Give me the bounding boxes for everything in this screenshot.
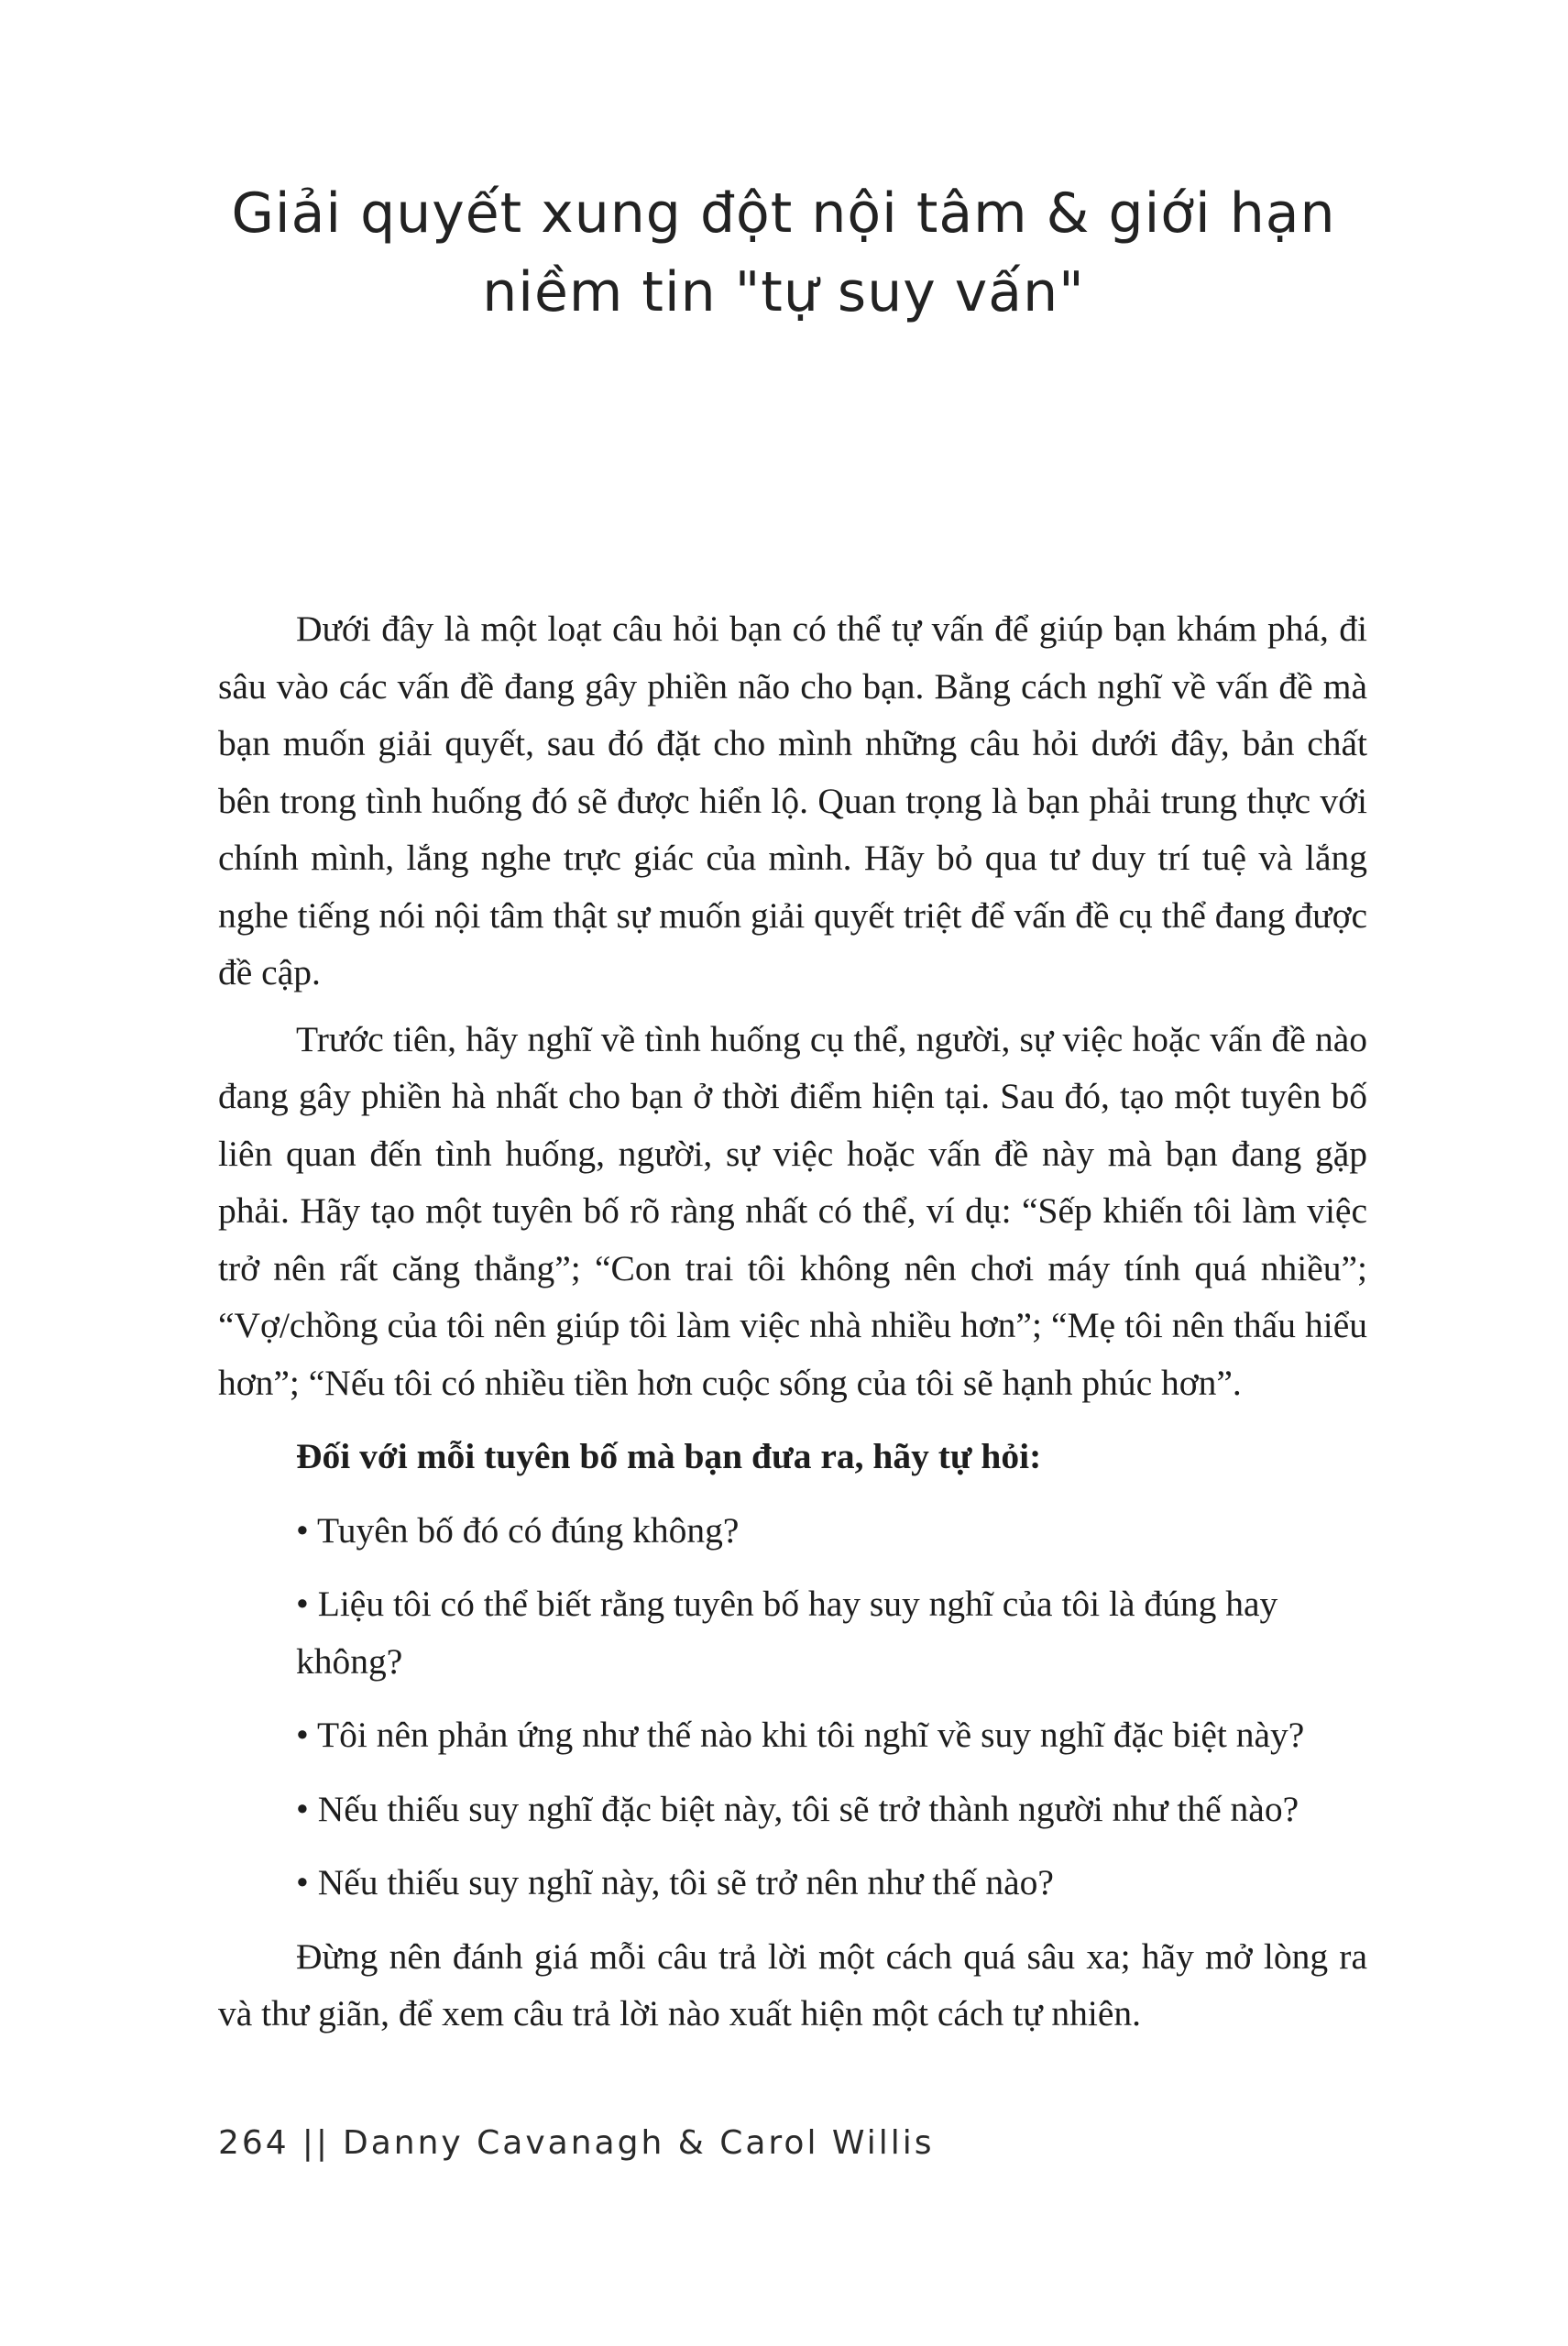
- paragraph-intro: Dưới đây là một loạt câu hỏi bạn có thể tự vấn để giúp bạn khám phá, đi sâu vào các vấn đề đang gây phiền não cho bạn. Bằng cách nghĩ về vấn đề mà bạn muốn giải quyết, sau đó đặt cho mình những câu hỏi dưới đây, bản chất bên trong tình huống đó sẽ được hiển lộ. Quan trọng là bạn phải trung thực với chính mình, lắng nghe trực giác của mình. Hãy bỏ qua tư duy trí tuệ và lắng nghe tiếng nói nội tâm thật sự muốn giải quyết triệt để vấn đề cụ thể đang được đề cập.: [218, 608, 1367, 992]
- question-item: • Tuyên bố đó có đúng không?: [296, 1509, 740, 1551]
- question-item: • Liệu tôi có thể biết rằng tuyên bố hay suy nghĩ của tôi là đúng hay không?: [296, 1584, 1278, 1682]
- footer-separator: ||: [302, 2124, 330, 2162]
- page-footer: [218, 2124, 934, 2162]
- question-lead: Đối với mỗi tuyên bố mà bạn đưa ra, hãy tự hỏi:: [296, 1436, 1042, 1476]
- chapter-title-line-2: niềm tin "tự suy vấn": [482, 260, 1085, 324]
- question-item: • Nếu thiếu suy nghĩ này, tôi sẽ trở nên như thế nào?: [296, 1862, 1054, 1902]
- question-item: • Tôi nên phản ứng như thế nào khi tôi nghĩ về suy nghĩ đặc biệt này?: [296, 1715, 1305, 1755]
- question-item: • Nếu thiếu suy nghĩ đặc biệt này, tôi sẽ trở thành người như thế nào?: [296, 1788, 1299, 1829]
- page-number: 264: [218, 2124, 290, 2162]
- paragraph-closing: Đừng nên đánh giá mỗi câu trả lời một cách quá sâu xa; hãy mở lòng ra và thư giãn, để xem câu trả lời nào xuất hiện một cách tự nhiên.: [218, 1935, 1367, 2034]
- footer-authors: Danny Cavanagh & Carol Willis: [342, 2124, 935, 2162]
- chapter-title-line-1: Giải quyết xung đột nội tâm & giới hạn: [231, 181, 1336, 246]
- chapter-title: [211, 174, 1356, 332]
- paragraph-instructions: Trước tiên, hãy nghĩ về tình huống cụ thể, người, sự việc hoặc vấn đề nào đang gây phiền hà nhất cho bạn ở thời điểm hiện tại. Sau đó, tạo một tuyên bố liên quan đến tình huống, người, sự việc hoặc vấn đề này mà bạn đang gặp phải. Hãy tạo một tuyên bố rõ ràng nhất có thể, ví dụ: “Sếp khiến tôi làm việc trở nên rất căng thẳng”; “Con trai tôi không nên chơi máy tính quá nhiều”; “Vợ/chồng của tôi nên giúp tôi làm việc nhà nhiều hơn”; “Mẹ tôi nên thấu hiểu hơn”; “Nếu tôi có nhiều tiền hơn cuộc sống của tôi sẽ hạnh phúc hơn”.: [218, 1018, 1367, 1403]
- body-text: [218, 600, 1367, 2043]
